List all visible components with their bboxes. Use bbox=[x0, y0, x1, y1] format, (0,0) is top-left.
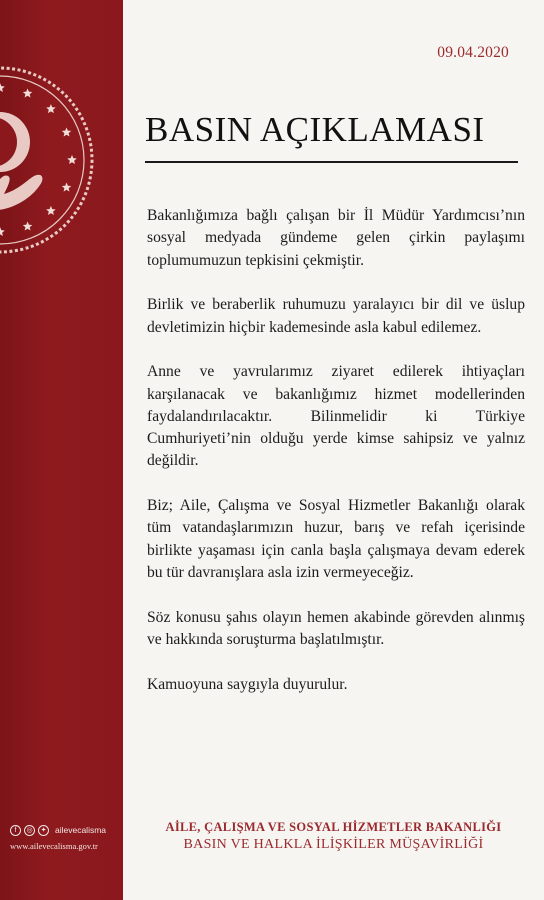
sidebar-band bbox=[0, 0, 123, 900]
statement-body bbox=[147, 205, 525, 718]
footer-ministry-name: AİLE, ÇALIŞMA VE SOSYAL HİZMETLER BAKANLIĞI bbox=[165, 820, 502, 834]
paragraph-2: Birlik ve beraberlik ruhumuzu yaralayıcı bir dil ve üslup devletimizin hiçbir kademesinde asla kabul edilemez. bbox=[147, 296, 525, 336]
title-divider bbox=[145, 161, 518, 163]
paragraph-4: Biz; Aile, Çalışma ve Sosyal Hizmetler Bakanlığı olarak tüm vatandaşlarımızın huzur, barış ve refah içerisinde birlikte yaşaması için canla başla çalışmaya devam ederek bu tür davranışlara asla izin vermeyeceğiz. bbox=[147, 497, 525, 582]
paragraph-3: Anne ve yavrularımız ziyaret edilerek ihtiyaçları karşılanacak ve bakanlığımız hizmet modellerinden faydalandırılacaktır. Bilinmelidir ki Türkiye Cumhuriyeti’nin olduğu yerde kimse sahipsiz ve yalnız değildir. bbox=[147, 363, 525, 470]
facebook-icon[interactable]: f bbox=[10, 825, 21, 836]
emblem-star-icon bbox=[23, 222, 33, 231]
paragraph-5: Söz konusu şahıs olayın hemen akabinde görevden alınmış ve hakkında soruşturma başlatılmıştır. bbox=[147, 608, 525, 649]
release-date: 09.04.2020 bbox=[437, 44, 509, 61]
footer-department-name: BASIN VE HALKLA İLİŞKİLER MÜŞAVİRLİĞİ bbox=[183, 837, 484, 852]
emblem-star-icon bbox=[0, 227, 5, 236]
website-link[interactable]: www.ailevecalisma.gov.tr bbox=[10, 841, 98, 851]
emblem-star-icon bbox=[46, 104, 56, 113]
twitter-icon[interactable]: ✦ bbox=[38, 825, 49, 836]
emblem-star-icon bbox=[62, 127, 72, 136]
social-handle[interactable]: ailevecalisma bbox=[55, 825, 107, 835]
paragraph-6: Kamuoyuna saygıyla duyurulur. bbox=[147, 675, 348, 693]
instagram-icon[interactable]: ◎ bbox=[24, 825, 35, 836]
social-links bbox=[10, 823, 122, 837]
paragraph-1: Bakanlığımıza bağlı çalışan bir İl Müdür Yardımcısı’nın sosyal medyada gündeme gelen çirkin paylaşımı toplumumuzun tepkisini çekmiştir. bbox=[147, 207, 525, 269]
page-title: BASIN AÇIKLAMASI bbox=[145, 110, 485, 149]
ministry-emblem-icon bbox=[0, 60, 100, 260]
emblem-star-icon bbox=[46, 206, 56, 215]
emblem-star-icon bbox=[0, 83, 5, 92]
emblem-star-icon bbox=[23, 88, 33, 97]
emblem-star-icon bbox=[62, 183, 72, 192]
emblem-star-icon bbox=[67, 155, 77, 164]
